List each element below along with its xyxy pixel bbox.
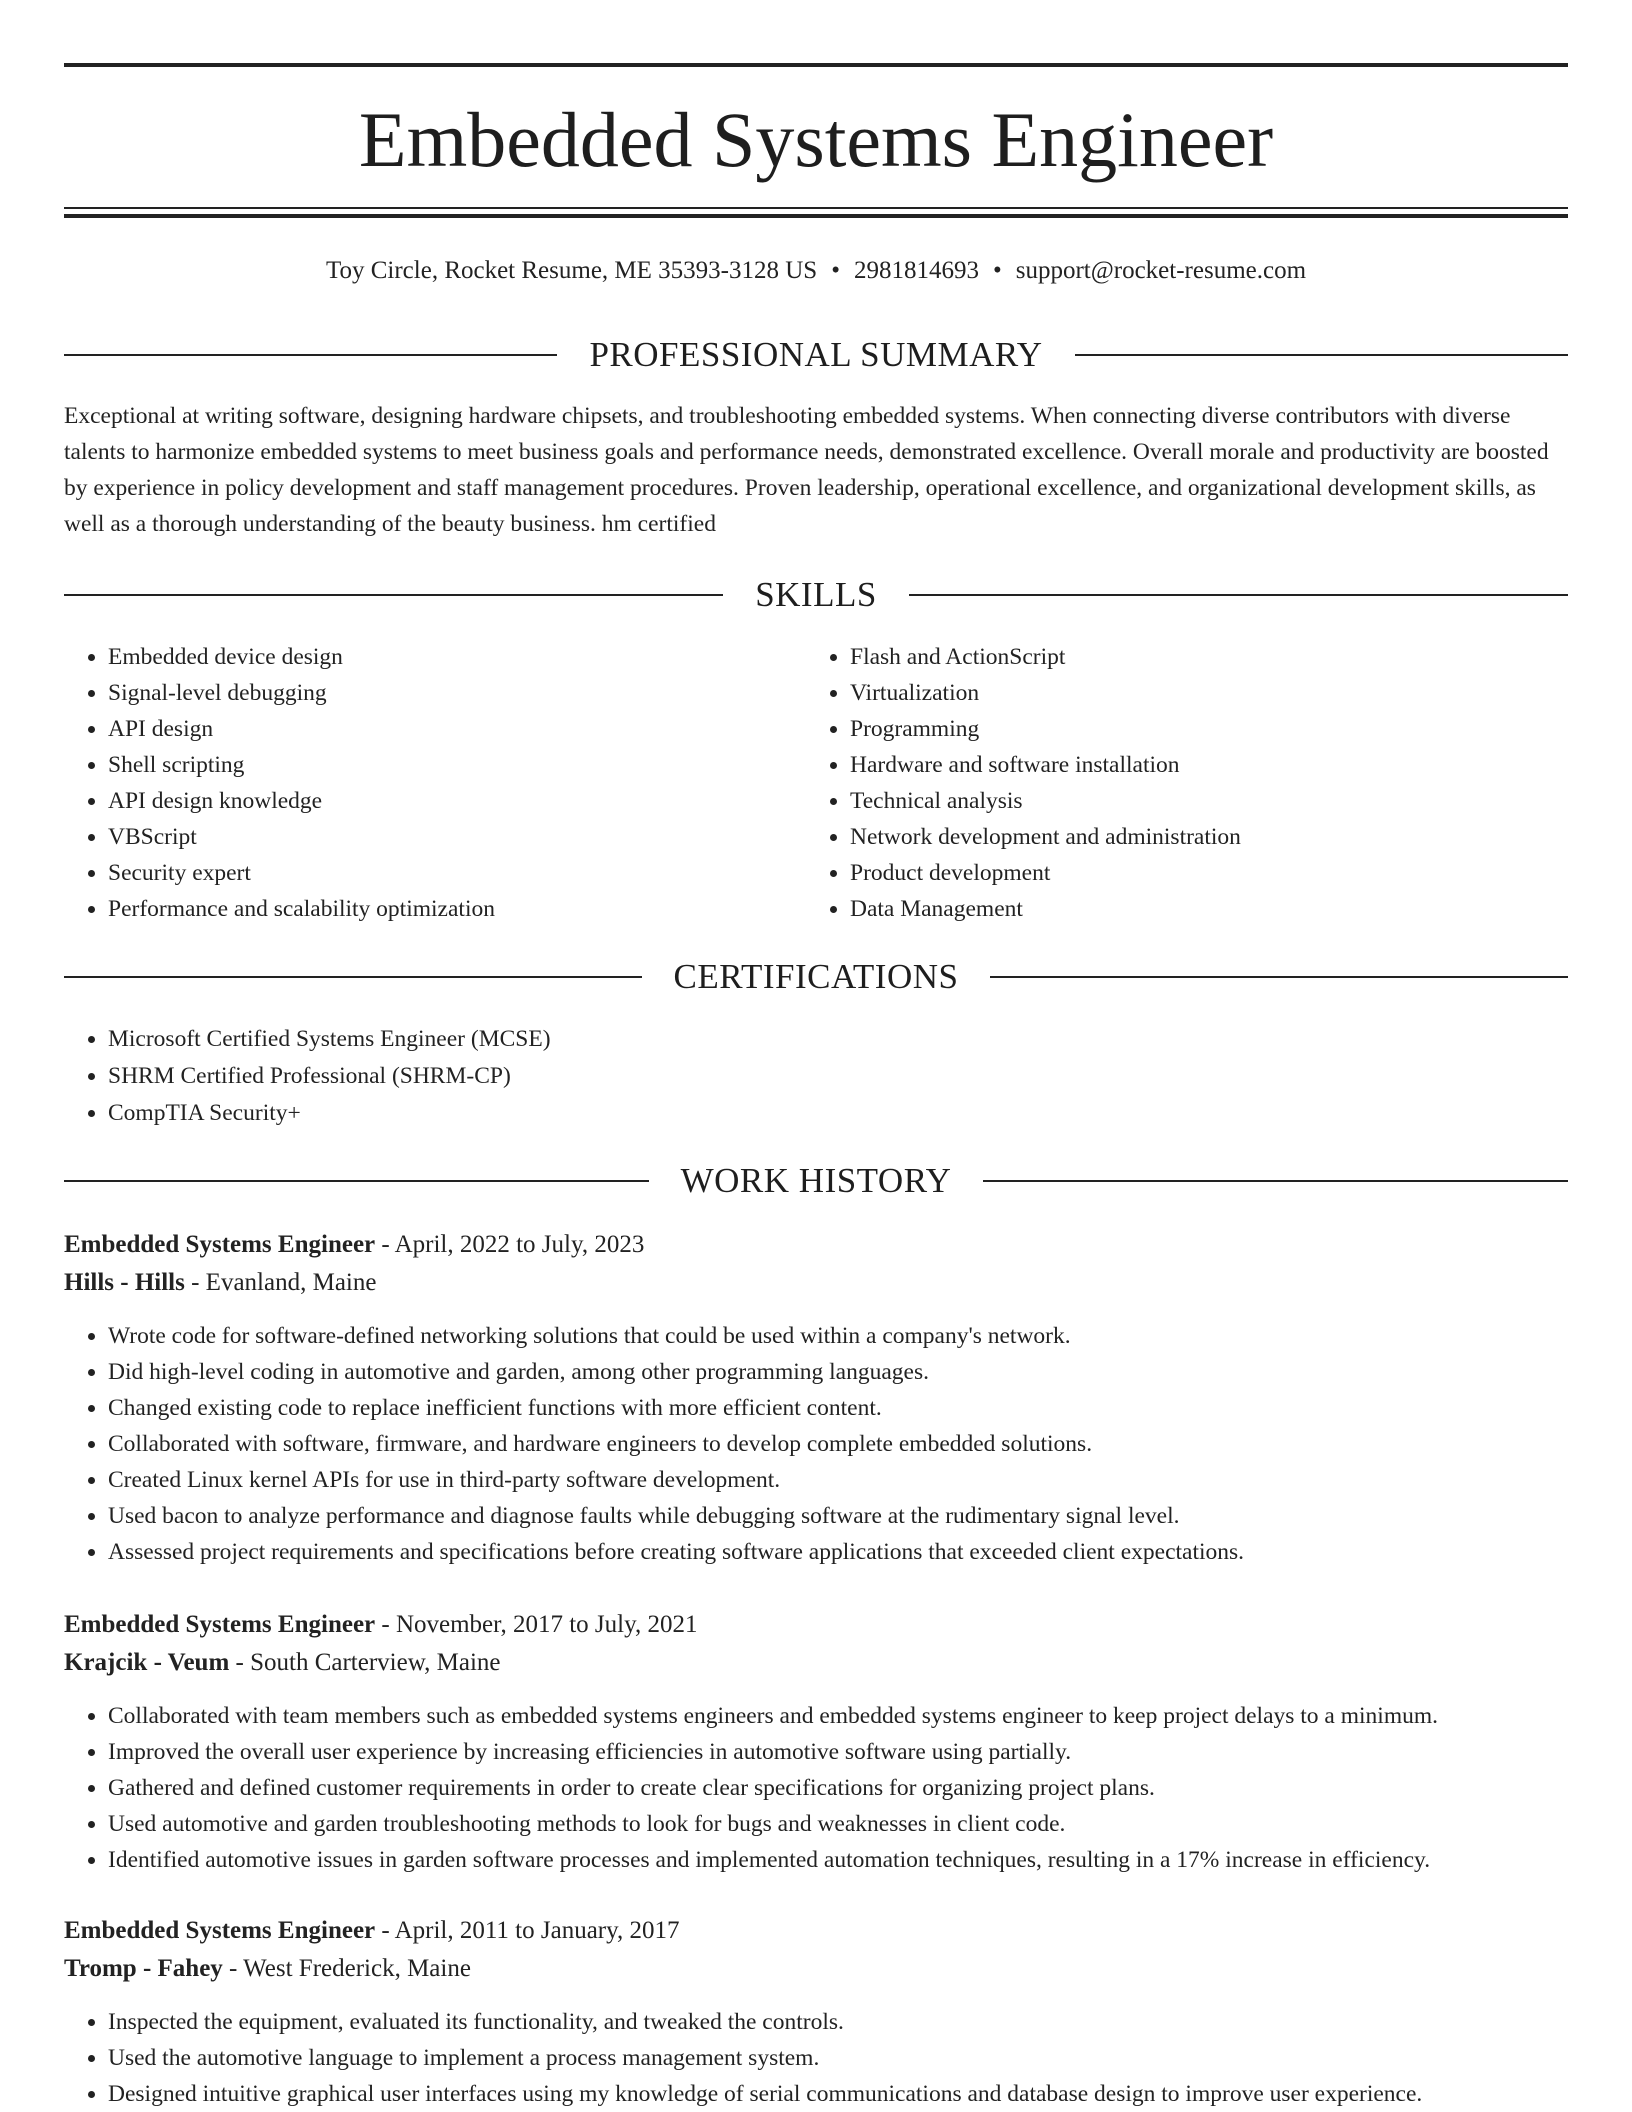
job-bullet: • Used the automotive language to implement a process management system. — [108, 2040, 1568, 2076]
heading-rule — [1075, 354, 1568, 356]
certifications-list — [64, 1021, 1612, 1132]
certification-item: • Microsoft Certified Systems Engineer (MCSE) — [108, 1021, 1612, 1058]
skill-item: • Performance and scalability optimization — [108, 891, 848, 927]
job-location: - South Carterview, Maine — [229, 1649, 501, 1676]
job-bullets — [64, 1318, 1568, 1570]
section-title: CERTIFICATIONS — [673, 957, 959, 996]
skill-item: • Hardware and software installation — [850, 747, 1612, 783]
contact-line — [64, 254, 1568, 288]
resume-title: Embedded Systems Engineer — [358, 96, 1274, 183]
heading-rule — [64, 1180, 649, 1182]
heading-rule — [983, 1180, 1568, 1182]
certification-item: • CompTIA Security+ — [108, 1095, 1612, 1132]
job-dates: - November, 2017 to July, 2021 — [375, 1611, 698, 1638]
section-title: PROFESSIONAL SUMMARY — [589, 335, 1043, 374]
skill-item: • Embedded device design — [108, 639, 848, 675]
contact-address: Toy Circle, Rocket Resume, ME 35393-3128 US — [325, 257, 818, 284]
skill-item: • Technical analysis — [850, 783, 1612, 819]
job-company-line — [64, 1950, 1568, 1988]
contact-email: support@rocket-resume.com — [1015, 257, 1307, 284]
job-role-line — [64, 1226, 1568, 1264]
job-role-line — [64, 1606, 1568, 1644]
job-bullet: • Wrote code for software-defined networking solutions that could be used within a company's network. — [108, 1318, 1568, 1354]
skill-item: • Security expert — [108, 855, 848, 891]
contact-separator: • — [992, 257, 1002, 284]
job-role: Embedded Systems Engineer — [64, 1917, 376, 1944]
job-bullet: • Used automotive and garden troubleshooting methods to look for bugs and weaknesses in client code. — [108, 1806, 1568, 1842]
skill-item: • Data Management — [850, 891, 1612, 927]
job-bullet: • Inspected the equipment, evaluated its functionality, and tweaked the controls. — [108, 2004, 1568, 2040]
skills-list-right — [806, 639, 1612, 927]
skill-item: • Virtualization — [850, 675, 1612, 711]
job-dates: - April, 2011 to January, 2017 — [375, 1917, 680, 1944]
summary-text: Exceptional at writing software, designing hardware chipsets, and troubleshooting embedded systems. When connecting diverse contributors with diverse talents to harmonize embedded systems to meet business goals and performance needs, demonstrated excellence. Overall morale and productivity are boosted by experience in policy development and staff management procedures. Proven leadership, operational excellence, and organizational development skills, as well as a thorough understanding of the beauty business. hm certified — [64, 403, 1549, 537]
job-bullet: • Collaborated with software, firmware, and hardware engineers to develop complete embedded solutions. — [108, 1426, 1568, 1462]
heading-rule — [64, 594, 723, 596]
job-bullet: • Created Linux kernel APIs for use in third-party software development. — [108, 1462, 1568, 1498]
skill-item: • Shell scripting — [108, 747, 848, 783]
job-bullet: • Assessed project requirements and specifications before creating software applications that exceeded client expectations. — [108, 1534, 1568, 1570]
job-bullet: • Changed existing code to replace inefficient functions with more efficient content. — [108, 1390, 1568, 1426]
job-bullet: • Identified automotive issues in garden software processes and implemented automation techniques, resulting in a 17% increase in efficiency. — [108, 1842, 1568, 1878]
skill-item: • VBScript — [108, 819, 848, 855]
job-company: Tromp - Fahey — [64, 1955, 223, 1982]
job-bullet: • Gathered and defined customer requirements in order to create clear specifications for organizing project plans. — [108, 1770, 1568, 1806]
job-bullet: • Designed intuitive graphical user interfaces using my knowledge of serial communications and database design to improve user experience. — [108, 2076, 1568, 2112]
job-bullet: • Collaborated with team members such as embedded systems engineers and embedded systems engineer to keep project delays to a minimum. — [108, 1698, 1568, 1734]
double-rule — [64, 207, 1568, 217]
job-location: - Evanland, Maine — [184, 1269, 377, 1296]
section-heading-work-history — [64, 1159, 1568, 1203]
job-entry — [64, 1226, 1568, 1570]
job-company: Hills - Hills — [64, 1269, 185, 1296]
skills-list-left — [64, 639, 848, 927]
job-company: Krajcik - Veum — [64, 1649, 230, 1676]
job-company-line — [64, 1264, 1568, 1302]
skill-item: • Product development — [850, 855, 1612, 891]
section-title: WORK HISTORY — [680, 1161, 952, 1200]
job-company-line — [64, 1644, 1568, 1682]
job-role: Embedded Systems Engineer — [64, 1611, 376, 1638]
contact-phone: 2981814693 — [853, 257, 979, 284]
section-title: SKILLS — [755, 575, 877, 614]
job-bullets — [64, 1698, 1568, 1878]
job-dates: - April, 2022 to July, 2023 — [375, 1231, 645, 1258]
job-role: Embedded Systems Engineer — [64, 1231, 376, 1258]
heading-rule — [990, 976, 1568, 978]
heading-rule — [64, 976, 642, 978]
job-entry — [64, 1912, 1568, 2112]
job-location: - West Frederick, Maine — [222, 1955, 471, 1982]
job-entry — [64, 1606, 1568, 1878]
section-heading-certifications — [64, 955, 1568, 999]
certification-item: • SHRM Certified Professional (SHRM-CP) — [108, 1058, 1612, 1095]
heading-rule — [909, 594, 1568, 596]
skill-item: • API design knowledge — [108, 783, 848, 819]
skill-item: • Signal-level debugging — [108, 675, 848, 711]
job-bullet: • Improved the overall user experience by increasing efficiencies in automotive software using partially. — [108, 1734, 1568, 1770]
contact-separator: • — [831, 257, 840, 284]
heading-rule — [64, 354, 557, 356]
top-rule — [64, 63, 1568, 67]
section-heading-skills — [64, 573, 1568, 617]
job-bullet: • Used bacon to analyze performance and diagnose faults while debugging software at the rudimentary signal level. — [108, 1498, 1568, 1534]
skill-item: • Programming — [850, 711, 1612, 747]
skill-item: • API design — [108, 711, 848, 747]
job-bullet: • Did high-level coding in automotive and garden, among other programming languages. — [108, 1354, 1568, 1390]
skill-item: • Network development and administration — [850, 819, 1612, 855]
section-heading-summary — [64, 333, 1568, 377]
job-bullets — [64, 2004, 1568, 2112]
skill-item: • Flash and ActionScript — [850, 639, 1612, 675]
job-role-line — [64, 1912, 1568, 1950]
